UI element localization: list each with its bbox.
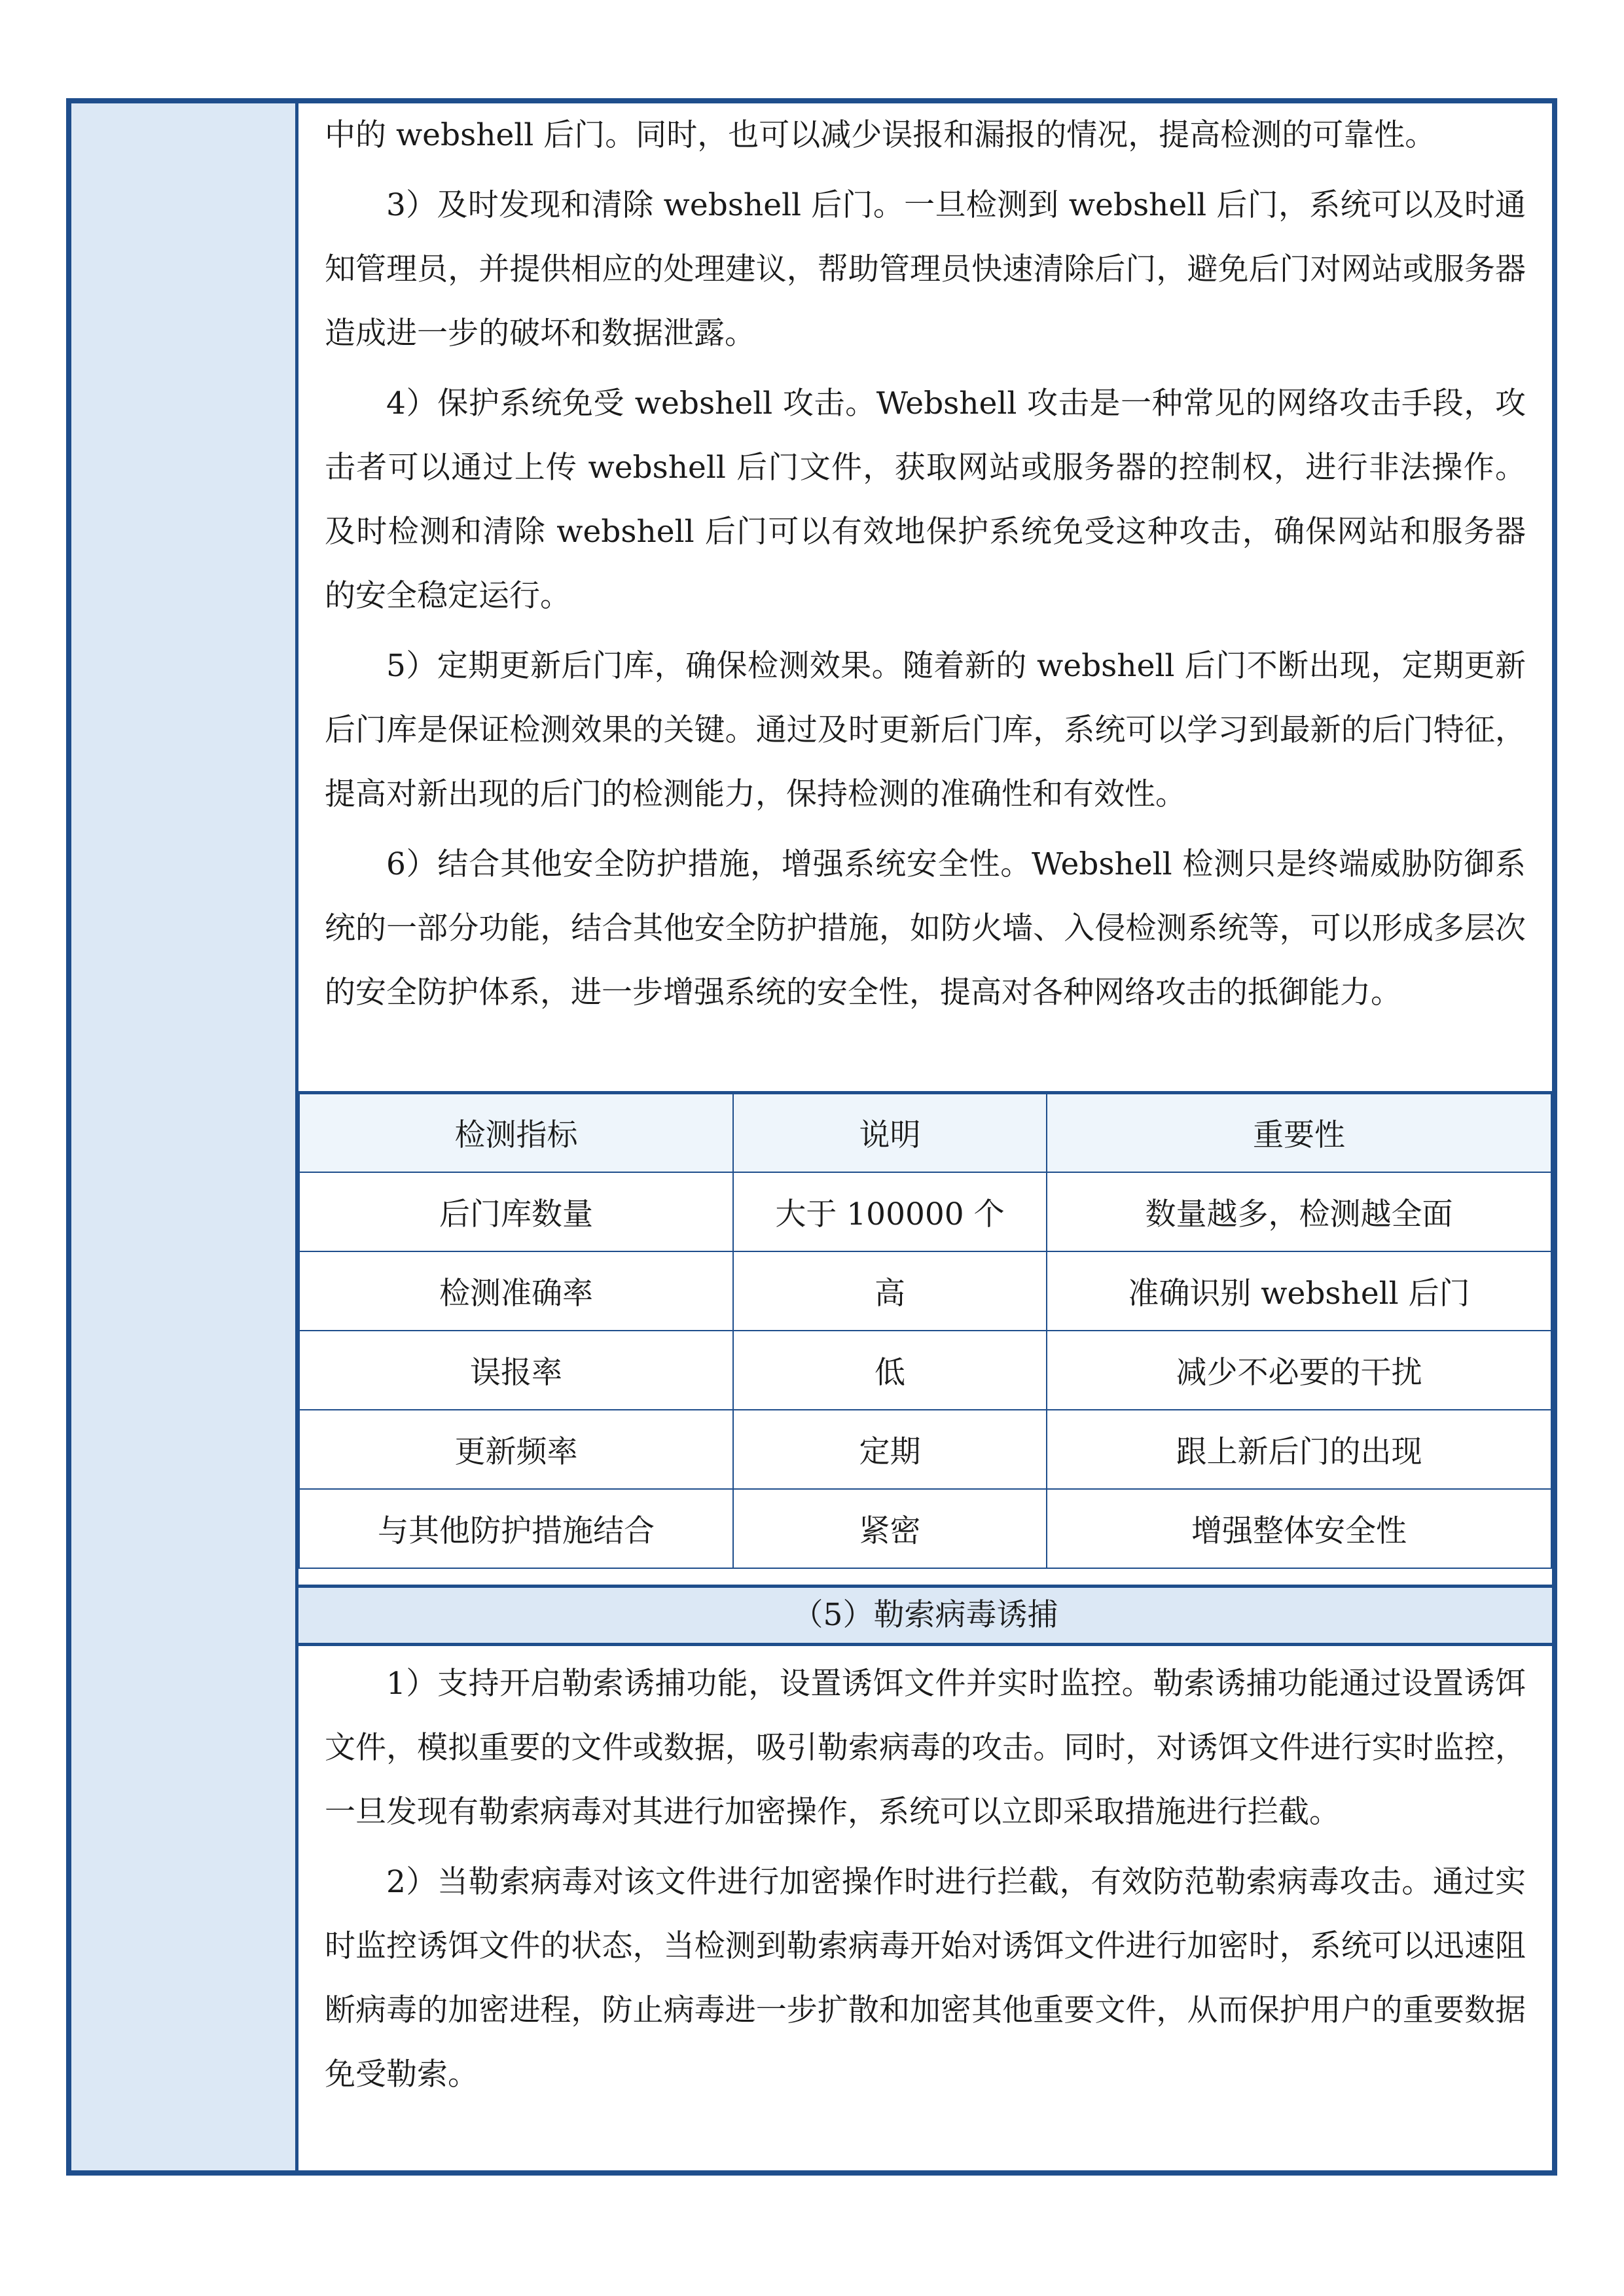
table-row: [299, 1251, 1551, 1331]
table-cell: 低: [733, 1331, 1047, 1410]
webshell-text-block: [298, 103, 1552, 1025]
ransomware-paragraph-2: 2）当勒索病毒对该文件进行加密操作时进行拦截，有效防范勒索病毒攻击。通过实时监控诱饵文件的状态，当检测到勒索病毒开始对诱饵文件进行加密时，系统可以迅速阻断病毒的加密进程，防止病毒进一步扩散和加密其他重要文件，从而保护用户的重要数据免受勒索。: [325, 1864, 1526, 2092]
table-row: [299, 1172, 1551, 1251]
table-cell: 跟上新后门的出现: [1047, 1410, 1551, 1489]
content-column: [298, 103, 1552, 2170]
table-header-row: [299, 1093, 1551, 1172]
table-cell: 定期: [733, 1410, 1047, 1489]
table-cell: 与其他防护措施结合: [299, 1489, 733, 1568]
table-cell: 更新频率: [299, 1410, 733, 1489]
paragraph-continuation: 中的 webshell 后门。同时，也可以减少误报和漏报的情况，提高检测的可靠性。: [325, 117, 1436, 153]
table-cell: 高: [733, 1251, 1047, 1331]
table-cell: 准确识别 webshell 后门: [1047, 1251, 1551, 1331]
header-cell: 说明: [733, 1093, 1047, 1172]
table-cell: 检测准确率: [299, 1251, 733, 1331]
table-cell: 减少不必要的干扰: [1047, 1331, 1551, 1410]
header-cell: 重要性: [1047, 1093, 1551, 1172]
table-cell: 紧密: [733, 1489, 1047, 1568]
table-cell: 增强整体安全性: [1047, 1489, 1551, 1568]
table-row: [299, 1331, 1551, 1410]
paragraph-4: 4）保护系统免受 webshell 攻击。Webshell 攻击是一种常见的网络攻击手段，攻击者可以通过上传 webshell 后门文件，获取网站或服务器的控制权，进行非法操作。及时检测和清除 webshell 后门可以有效地保护系统免受这种攻击，确保网站和服务器的安全稳定运行。: [325, 386, 1526, 614]
paragraph-6: 6）结合其他安全防护措施，增强系统安全性。Webshell 检测只是终端威胁防御系统的一部分功能，结合其他安全防护措施，如防火墙、入侵检测系统等，可以形成多层次的安全防护体系，进一步增强系统的安全性，提高对各种网络攻击的抵御能力。: [325, 846, 1526, 1011]
table-row: [299, 1410, 1551, 1489]
table-cell: 误报率: [299, 1331, 733, 1410]
header-cell: 检测指标: [299, 1093, 733, 1172]
paragraph-3: 3）及时发现和清除 webshell 后门。一旦检测到 webshell 后门，系统可以及时通知管理员，并提供相应的处理建议，帮助管理员快速清除后门，避免后门对网站或服务器造成进一步的破坏和数据泄露。: [325, 187, 1526, 351]
table-cell: 后门库数量: [299, 1172, 733, 1251]
table-cell: 数量越多，检测越全面: [1047, 1172, 1551, 1251]
section-heading-ransomware: （5）勒索病毒诱捕: [298, 1585, 1552, 1646]
metrics-table: [298, 1091, 1552, 1569]
left-label-column: [71, 103, 298, 2170]
ransomware-text-block: [298, 1646, 1552, 2107]
paragraph-5: 5）定期更新后门库，确保检测效果。随着新的 webshell 后门不断出现，定期更新后门库是保证检测效果的关键。通过及时更新后门库，系统可以学习到最新的后门特征，提高对新出现的后门的检测能力，保持检测的准确性和有效性。: [325, 648, 1526, 812]
table-row: [299, 1489, 1551, 1568]
ransomware-paragraph-1: 1）支持开启勒索诱捕功能，设置诱饵文件并实时监控。勒索诱捕功能通过设置诱饵文件，模拟重要的文件或数据，吸引勒索病毒的攻击。同时，对诱饵文件进行实时监控，一旦发现有勒索病毒对其进行加密操作，系统可以立即采取措施进行拦截。: [325, 1666, 1526, 1830]
table-cell: 大于 100000 个: [733, 1172, 1047, 1251]
document-frame: [66, 98, 1557, 2176]
